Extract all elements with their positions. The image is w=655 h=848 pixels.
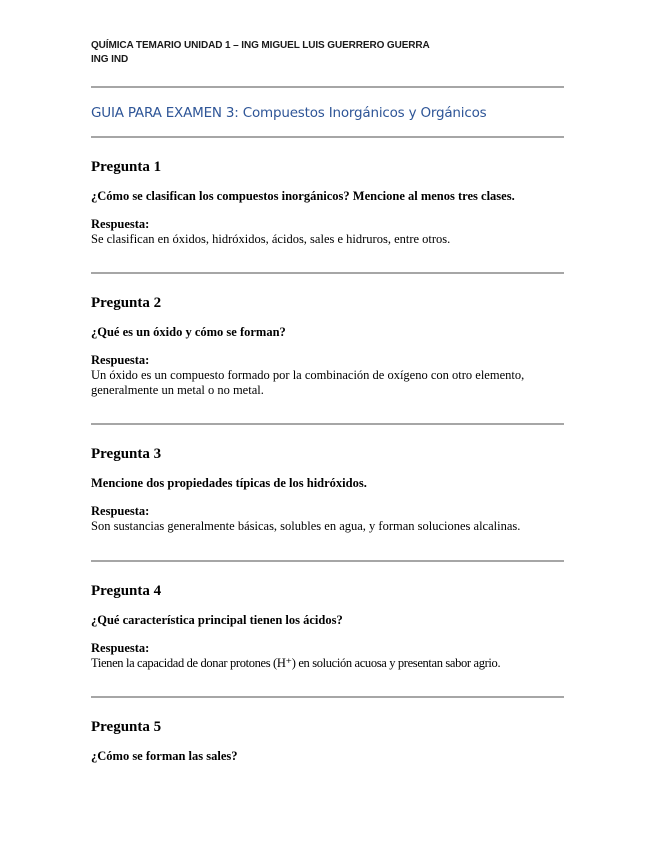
page-title: GUIA PARA EXAMEN 3: Compuestos Inorgánicos y Orgánicos	[91, 105, 487, 121]
divider	[91, 136, 564, 138]
question-text: ¿Cómo se forman las sales?	[91, 749, 238, 763]
answer-text: Son sustancias generalmente básicas, solubles en agua, y forman soluciones alcalinas.	[91, 519, 521, 533]
question-block-1	[91, 158, 564, 247]
question-heading: Pregunta 1	[91, 159, 162, 175]
document-header	[91, 39, 430, 67]
answer-label: Respuesta:	[91, 217, 150, 231]
answer-label: Respuesta:	[91, 641, 150, 655]
answer-text: Se clasifican en óxidos, hidróxidos, ácidos, sales e hidruros, entre otros.	[91, 232, 451, 246]
question-heading: Pregunta 4	[91, 583, 162, 599]
question-text: ¿Cómo se clasifican los compuestos inorgánicos? Mencione al menos tres clases.	[91, 189, 515, 203]
question-heading: Pregunta 5	[91, 719, 162, 735]
divider	[91, 86, 564, 88]
question-heading: Pregunta 3	[91, 446, 162, 462]
header-line-2: ING IND	[91, 54, 129, 65]
answer-label: Respuesta:	[91, 353, 150, 367]
divider	[91, 696, 564, 698]
answer-text: Tienen la capacidad de donar protones (H⁺) en solución acuosa y presentan sabor agrio.	[91, 656, 501, 670]
question-block-5	[91, 718, 564, 764]
divider	[91, 272, 564, 274]
question-block-3	[91, 445, 564, 534]
question-text: ¿Qué es un óxido y cómo se forman?	[91, 325, 286, 339]
divider	[91, 423, 564, 425]
question-block-4	[91, 582, 564, 671]
question-heading: Pregunta 2	[91, 295, 162, 311]
header-line-1: QUÍMICA TEMARIO UNIDAD 1 – ING MIGUEL LUIS GUERRERO GUERRA	[91, 40, 430, 51]
question-text: Mencione dos propiedades típicas de los hidróxidos.	[91, 476, 367, 490]
divider	[91, 560, 564, 562]
answer-text: Un óxido es un compuesto formado por la combinación de oxígeno con otro elemento, generalmente un metal o no metal.	[91, 368, 525, 397]
answer-label: Respuesta:	[91, 504, 150, 518]
question-text: ¿Qué característica principal tienen los ácidos?	[91, 613, 343, 627]
question-block-2	[91, 294, 564, 398]
